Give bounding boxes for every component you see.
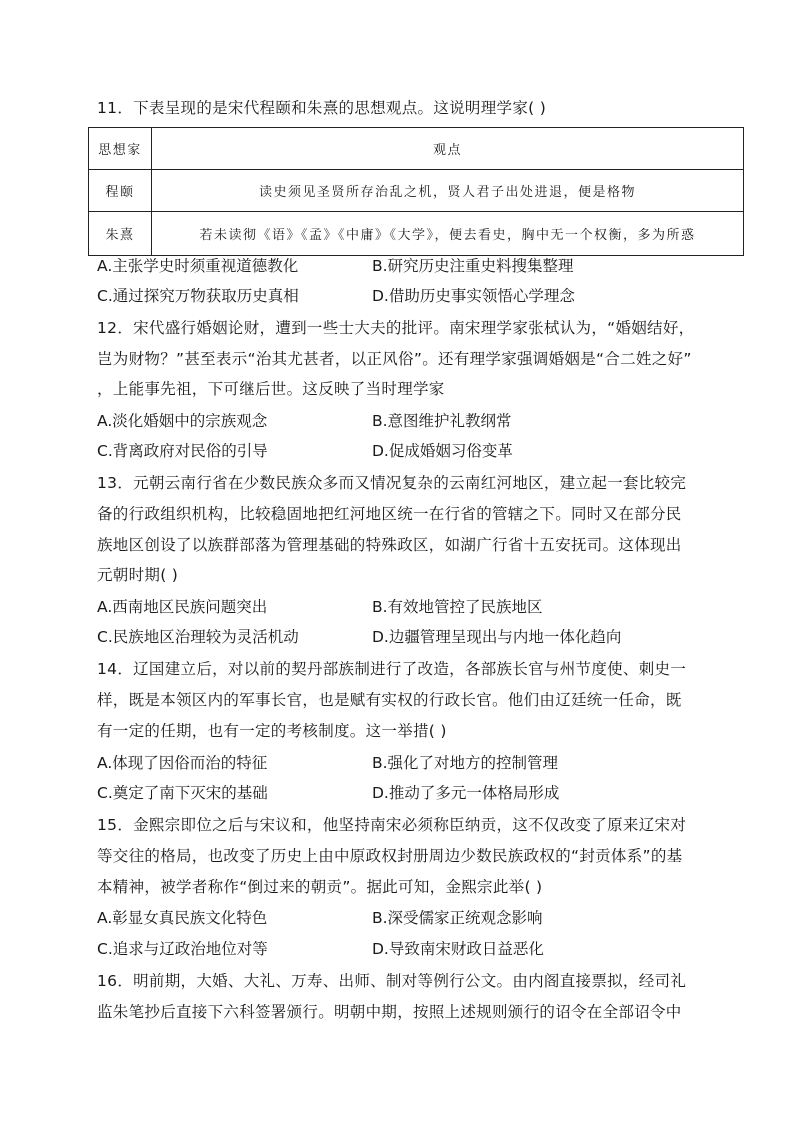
option-b[interactable]: B.深受儒家正统观念影响 — [372, 909, 543, 927]
q16-line-2: 监朱笔抄后直接下六科签署颁行。明朝中期，按照上述规则颁行的诏令在全部诏令中 — [97, 1003, 682, 1021]
q14-line-3: 有一定的任期，也有一定的考核制度。这一举措( ) — [97, 722, 447, 740]
option-a[interactable]: A.彰显女真民族文化特色 — [97, 909, 268, 927]
table-cell-name: 朱熹 — [89, 212, 152, 256]
option-c[interactable]: C.追求与辽政治地位对等 — [97, 940, 268, 958]
q16-line-1: 16．明前期，大婚、大礼、万寿、出师、制对等例行公文。由内阁直接票拟，经司礼 — [97, 972, 687, 990]
q12-line-3: ，上能事先祖，下可继后世。这反映了当时理学家 — [97, 380, 445, 398]
option-a[interactable]: A.西南地区民族问题突出 — [97, 598, 268, 616]
option-b[interactable]: B.有效地管控了民族地区 — [372, 598, 543, 616]
table-cell-name: 程颐 — [89, 170, 152, 212]
q13-line-2: 备的行政组织机构，比较稳固地把红河地区统一在行省的管辖之下。同时又在部分民 — [97, 505, 682, 523]
table-cell-view: 若未读彻《语》《孟》《中庸》《大学》，便去看史，胸中无一个权衡，多为所惑 — [152, 212, 744, 256]
option-b[interactable]: B.研究历史注重史料搜集整理 — [372, 257, 574, 275]
option-b[interactable]: B.强化了对地方的控制管理 — [372, 754, 559, 772]
option-a[interactable]: A.主张学史时须重视道德教化 — [97, 257, 299, 275]
q11-stem: 11．下表呈现的是宋代程颐和朱熹的思想观点。这说明理学家( ) — [97, 99, 547, 117]
option-d[interactable]: D.促成婚姻习俗变革 — [372, 442, 513, 460]
option-d[interactable]: D.借助历史事实领悟心学理念 — [372, 287, 575, 305]
table-header-view: 观点 — [152, 128, 744, 170]
table-header-thinker: 思想家 — [89, 128, 152, 170]
q11-table — [88, 127, 744, 256]
option-d[interactable]: D.推动了多元一体格局形成 — [372, 784, 560, 802]
option-d[interactable]: D.边疆管理呈现出与内地一体化趋向 — [372, 628, 622, 646]
q15-line-2: 等交往的格局，也改变了历史上由中原政权封册周边少数民族政权的“封贡体系”的基 — [97, 847, 683, 865]
option-c[interactable]: C.背离政府对民俗的引导 — [97, 442, 268, 460]
q14-line-1: 14．辽国建立后，对以前的契丹部族制进行了改造，各部族长官与州节度使、刺史一 — [97, 660, 687, 678]
q14-line-2: 样，既是本领区内的军事长官，也是赋有实权的行政长官。他们由辽廷统一任命，既 — [97, 691, 682, 709]
q13-line-1: 13．元朝云南行省在少数民族众多而又情况复杂的云南红河地区，建立起一套比较完 — [97, 474, 687, 492]
q12-line-2: 岂为财物？”甚至表示“治其尤甚者，以正风俗”。还有理学家强调婚姻是“合二姓之好” — [97, 350, 692, 368]
q13-line-3: 族地区创设了以族群部落为管理基础的特殊政区，如湖广行省十五安抚司。这体现出 — [97, 536, 682, 554]
option-c[interactable]: C.奠定了南下灭宋的基础 — [97, 784, 268, 802]
q15-line-1: 15．金熙宗即位之后与宋议和，他坚持南宋必须称臣纳贡，这不仅改变了原来辽宋对 — [97, 816, 687, 834]
option-a[interactable]: A.体现了因俗而治的特征 — [97, 754, 268, 772]
option-c[interactable]: C.民族地区治理较为灵活机动 — [97, 628, 299, 646]
option-a[interactable]: A.淡化婚姻中的宗族观念 — [97, 412, 268, 430]
option-d[interactable]: D.导致南宋财政日益恶化 — [372, 940, 544, 958]
table-cell-view: 读史须见圣贤所存治乱之机，贤人君子出处进退，便是格物 — [152, 170, 744, 212]
option-b[interactable]: B.意图维护礼教纲常 — [372, 412, 512, 430]
q15-line-3: 本精神，被学者称作“倒过来的朝贡”。据此可知，金熙宗此举( ) — [97, 878, 543, 896]
q13-line-4: 元朝时期( ) — [97, 566, 179, 584]
option-c[interactable]: C.通过探究万物获取历史真相 — [97, 287, 299, 305]
q12-line-1: 12．宋代盛行婚姻论财，遭到一些士大夫的批评。南宋理学家张栻认为，“婚姻结好， — [97, 319, 695, 337]
